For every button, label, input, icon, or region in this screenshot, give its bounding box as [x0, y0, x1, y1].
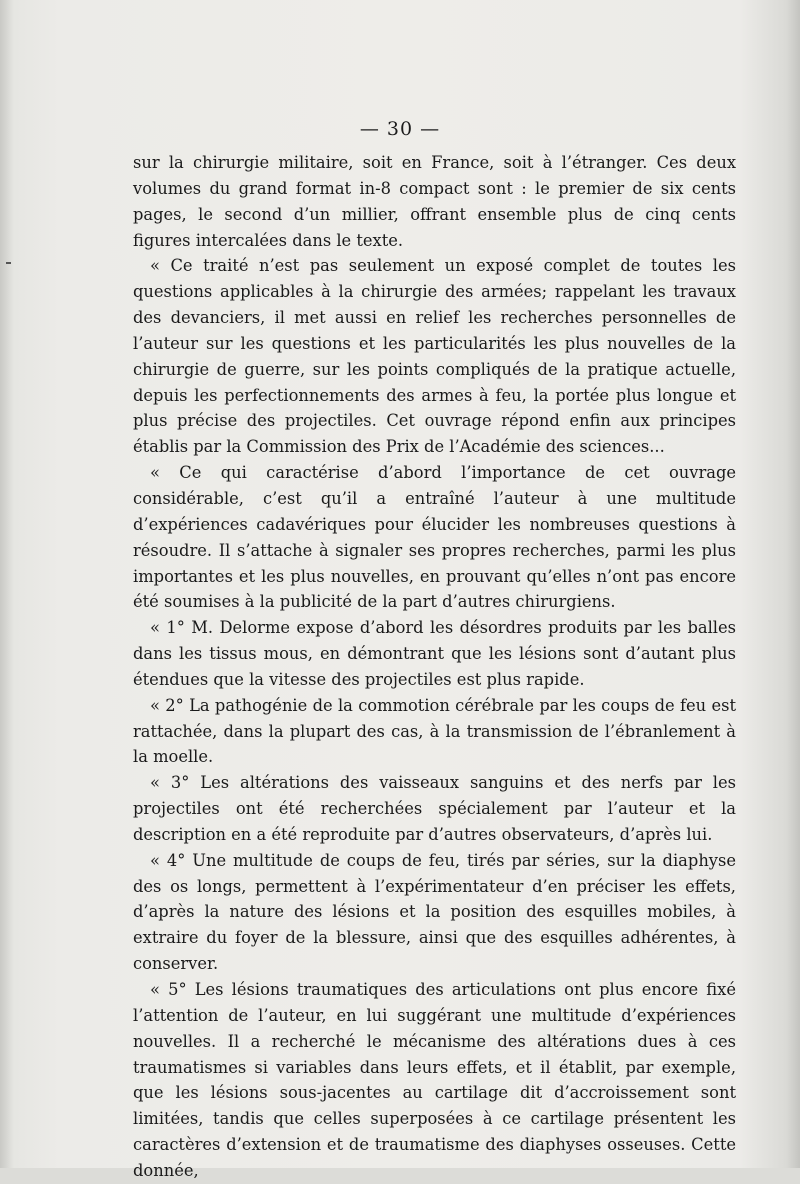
body-text [133, 150, 736, 1184]
paragraph-point-1: « 1° M. Delorme expose d’abord les désordres produits par les balles dans les tissus mous, en démontrant que les lésions sont d’autant plus étendues que la vitesse des projectiles est plus rapide. [133, 618, 736, 689]
paragraph-continuation: sur la chirurgie militaire, soit en France, soit à l’étranger. Ces deux volumes du grand format in-8 compact sont : le premier de six cents pages, le second d’un millier, offrant ensemble plus de cinq cents figures intercalées dans le texte. [133, 153, 736, 250]
page-number: — 30 — [359, 118, 441, 140]
paragraph-point-4: « 4° Une multitude de coups de feu, tirés par séries, sur la diaphyse des os longs, permettent à l’expérimentateur d’en préciser les effets, d’après la nature des lésions et la position des esquilles mobiles, à extraire du foyer de la blessure, ainsi que des esquilles adhérentes, à conserver. [133, 850, 736, 974]
margin-mark [6, 262, 11, 264]
paragraph-point-2: « 2° La pathogénie de la commotion cérébrale par les coups de feu est rattachée, dans la plupart des cas, à la transmission de l’ébranlement à la moelle. [133, 695, 736, 767]
paragraph-quote-treatise: « Ce traité n’est pas seulement un exposé complet de toutes les questions applicables à la chirurgie des armées; rappelant les travaux des devanciers, il met aussi en relief les recherches personnelles de l’auteur sur les questions et les particularités les plus nouvelles de la chirurgie de guerre, sur les points compliqués de la pratique actuelle, depuis les perfectionnements des armes à feu, la portée plus longue et plus précise des projectiles. Cet ouvrage répond enfin aux principes établis par la Commission des Prix de l’Académie des sciences... [133, 256, 736, 457]
paragraph-point-3: « 3° Les altérations des vaisseaux sanguins et des nerfs par les projectiles ont été recherchées spécialement par l’auteur et la description en a été reproduite par d’autres observateurs, d’après lui. [133, 773, 736, 844]
paragraph-point-5: « 5° Les lésions traumatiques des articulations ont plus encore fixé l’attention de l’auteur, en lui suggérant une multitude d’expériences nouvelles. Il a recherché le mécanisme des altérations dues à ces traumatismes si variables dans leurs effets, et il établit, par exemple, que les lésions sous-jacentes au cartilage dit d’accroissement sont limitées, tandis que celles superposées à ce cartilage présentent les caractères d’extension et de traumatisme des diaphyses osseuses. Cette donnée, [133, 980, 736, 1180]
paragraph-quote-importance: « Ce qui caractérise d’abord l’importance de cet ouvrage considérable, c’est qu’il a entraîné l’auteur à une multitude d’expériences cadavériques pour élucider les nombreuses questions à résoudre. Il s’attache à signaler ses propres recherches, parmi les plus importantes et les plus nouvelles, en prouvant qu’elles n’ont pas encore été soumises à la publicité de la part d’autres chirurgiens. [133, 463, 736, 612]
